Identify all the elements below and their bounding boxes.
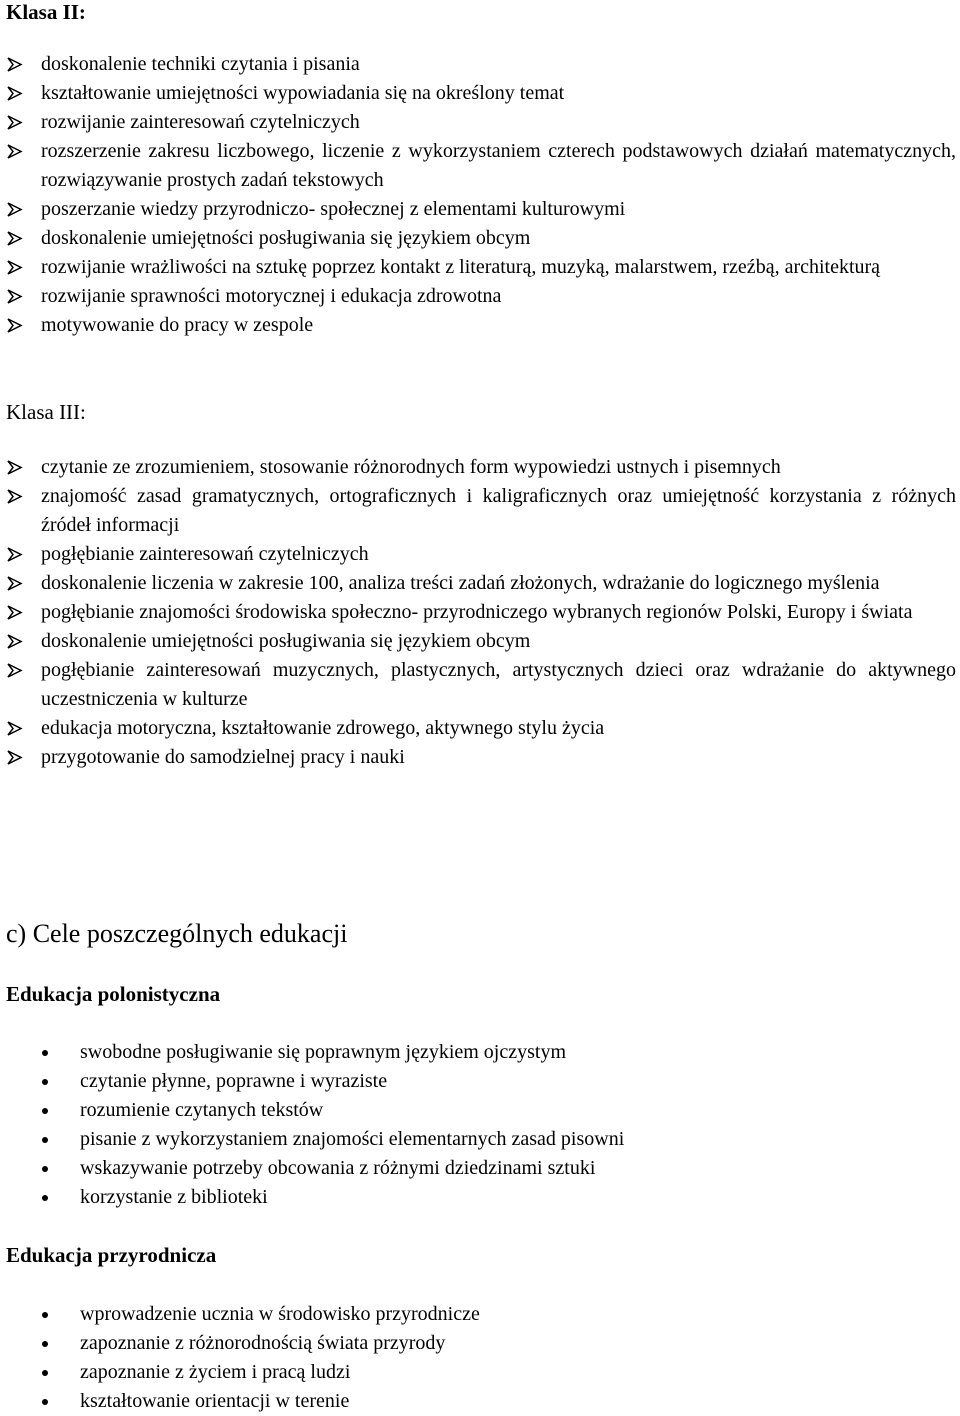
list-item-text: zapoznanie z życiem i pracą ludzi (80, 1361, 351, 1383)
arrow-bullet-icon (6, 79, 28, 108)
list-item-text: czytanie płynne, poprawne i wyraziste (80, 1070, 388, 1092)
arrow-bullet-icon (6, 253, 28, 282)
list-item (0, 1387, 960, 1416)
bullet-dot-icon (42, 1370, 48, 1376)
list-item (0, 598, 956, 627)
bullet-dot-icon (42, 1399, 48, 1405)
edukacja-przyrodnicza-list (0, 1300, 960, 1416)
list-item (0, 1067, 960, 1096)
list-item (0, 1300, 960, 1329)
list-item-text: doskonalenie umiejętności posługiwania się językiem obcym (41, 630, 531, 652)
list-item (0, 50, 956, 79)
arrow-bullet-icon (6, 195, 28, 224)
edukacja-przyrodnicza-heading: Edukacja przyrodnicza (6, 1243, 217, 1267)
list-item-text: pogłębianie zainteresowań muzycznych, plastycznych, artystycznych dzieci oraz wdrażanie do aktywnego uczestniczenia w kulturze (41, 659, 956, 710)
list-item-text: pogłębianie zainteresowań czytelniczych (41, 543, 369, 565)
list-item-text: pogłębianie znajomości środowiska społeczno- przyrodniczego wybranych regionów Polski, Europy i świata (41, 601, 913, 623)
list-item-text: rozwijanie wrażliwości na sztukę poprzez kontakt z literaturą, muzyką, malarstwem, rzeźbą, architekturą (41, 256, 881, 278)
list-item (0, 1154, 960, 1183)
list-item (0, 627, 956, 656)
section-title: c) Cele poszczególnych edukacji (6, 919, 348, 948)
list-item-text: doskonalenie umiejętności posługiwania się językiem obcym (41, 227, 531, 249)
arrow-bullet-icon (6, 656, 28, 685)
list-item (0, 1125, 960, 1154)
list-item-text: czytanie ze zrozumieniem, stosowanie różnorodnych form wypowiedzi ustnych i pisemnych (41, 456, 781, 478)
edukacja-polonistyczna-heading: Edukacja polonistyczna (6, 982, 221, 1006)
arrow-bullet-icon (6, 137, 28, 166)
list-item (0, 79, 956, 108)
arrow-bullet-icon (6, 453, 28, 482)
arrow-bullet-icon (6, 50, 28, 79)
list-item (0, 540, 956, 569)
klasa-iii-heading: Klasa III: (6, 400, 86, 424)
bullet-dot-icon (42, 1166, 48, 1172)
arrow-bullet-icon (6, 569, 28, 598)
list-item-text: przygotowanie do samodzielnej pracy i nauki (41, 746, 405, 768)
list-item (0, 108, 956, 137)
arrow-bullet-icon (6, 540, 28, 569)
bullet-dot-icon (42, 1341, 48, 1347)
list-item (0, 1358, 960, 1387)
list-item (0, 195, 956, 224)
list-item (0, 453, 956, 482)
list-item-text: korzystanie z biblioteki (80, 1186, 268, 1208)
list-item (0, 714, 956, 743)
list-item-text: motywowanie do pracy w zespole (41, 314, 314, 336)
list-item-text: rozszerzenie zakresu liczbowego, liczenie z wykorzystaniem czterech podstawowych działań matematycznych, rozwiązywanie prostych zadań tekstowych (41, 140, 956, 191)
klasa-ii-heading: Klasa II: (6, 0, 86, 24)
list-item (0, 137, 956, 195)
list-item-text: zapoznanie z różnorodnością świata przyrody (80, 1332, 446, 1354)
arrow-bullet-icon (6, 311, 28, 340)
bullet-dot-icon (42, 1195, 48, 1201)
arrow-bullet-icon (6, 282, 28, 311)
list-item-text: poszerzanie wiedzy przyrodniczo- społecznej z elementami kulturowymi (41, 198, 626, 220)
list-item-text: wprowadzenie ucznia w środowisko przyrodnicze (80, 1303, 480, 1325)
list-item (0, 253, 956, 282)
list-item (0, 1329, 960, 1358)
arrow-bullet-icon (6, 714, 28, 743)
list-item (0, 224, 956, 253)
list-item-text: swobodne posługiwanie się poprawnym językiem ojczystym (80, 1041, 567, 1063)
bullet-dot-icon (42, 1079, 48, 1085)
list-item (0, 482, 956, 540)
list-item (0, 656, 956, 714)
arrow-bullet-icon (6, 743, 28, 772)
list-item-text: rozumienie czytanych tekstów (80, 1099, 324, 1121)
list-item-text: edukacja motoryczna, kształtowanie zdrowego, aktywnego stylu życia (41, 717, 605, 739)
list-item (0, 1038, 960, 1067)
list-item-text: rozwijanie zainteresowań czytelniczych (41, 111, 360, 133)
list-item (0, 743, 956, 772)
list-item-text: kształtowanie umiejętności wypowiadania się na określony temat (41, 82, 565, 104)
klasa-ii-list (0, 50, 960, 340)
list-item (0, 569, 956, 598)
arrow-bullet-icon (6, 224, 28, 253)
list-item-text: doskonalenie liczenia w zakresie 100, analiza treści zadań złożonych, wdrażanie do logicznego myślenia (41, 572, 880, 594)
bullet-dot-icon (42, 1050, 48, 1056)
list-item (0, 282, 956, 311)
arrow-bullet-icon (6, 598, 28, 627)
list-item-text: znajomość zasad gramatycznych, ortograficznych i kaligraficznych oraz umiejętność korzystania z różnych źródeł informacji (41, 485, 956, 536)
arrow-bullet-icon (6, 108, 28, 137)
bullet-dot-icon (42, 1137, 48, 1143)
arrow-bullet-icon (6, 482, 28, 511)
list-item-text: doskonalenie techniki czytania i pisania (41, 53, 360, 75)
list-item (0, 1183, 960, 1212)
list-item-text: kształtowanie orientacji w terenie (80, 1390, 350, 1412)
klasa-iii-list (0, 453, 960, 772)
list-item (0, 1096, 960, 1125)
bullet-dot-icon (42, 1312, 48, 1318)
edukacja-polonistyczna-list (0, 1038, 960, 1212)
list-item-text: pisanie z wykorzystaniem znajomości elementarnych zasad pisowni (80, 1128, 625, 1150)
list-item-text: wskazywanie potrzeby obcowania z różnymi dziedzinami sztuki (80, 1157, 596, 1179)
list-item-text: rozwijanie sprawności motorycznej i edukacja zdrowotna (41, 285, 502, 307)
list-item (0, 311, 956, 340)
bullet-dot-icon (42, 1108, 48, 1114)
arrow-bullet-icon (6, 627, 28, 656)
